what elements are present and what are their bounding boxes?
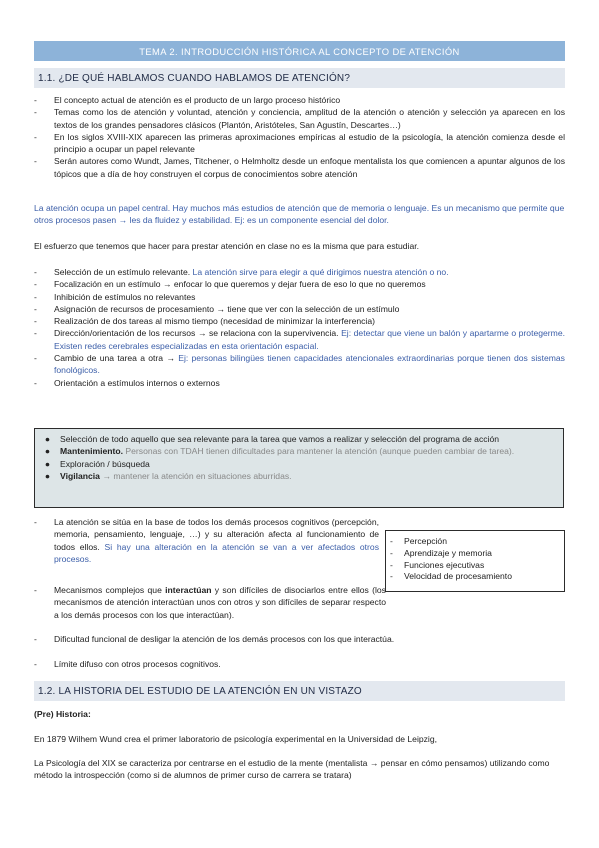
list-item: - Focalización en un estímulo → enfocar lo que queremos y dejar fuera de eso lo que no queremos	[34, 279, 426, 290]
base-process-item: - La atención se sitúa en la base de todos los demás procesos cognitivos (percepción, memoria, pensamiento, lenguaje, …) y su alteración afecta al funcionamiento de todos ellos. Si hay una alteración en la atención se van a ver afectados otros procesos.	[34, 517, 379, 564]
list-item: - Orientación a estímulos internos o externos	[34, 377, 220, 388]
central-role-note: La atención ocupa un papel central. Hay muchos más estudios de atención que de memoria o lenguaje. Es un mecanismo que permite que otros procesos pasen → les da fluidez y estabilidad. Ej: es un componente esencial del dolor.	[34, 203, 565, 226]
diffuse-limit-item: - Límite difuso con otros procesos cognitivos.	[34, 659, 221, 669]
list-item: - Funciones ejecutivas	[390, 559, 485, 570]
functional-difficulty-item: - Dificultad funcional de desligar la atención de los demás procesos con los que interactúa.	[34, 634, 395, 644]
list-item: - Inhibición de estímulos no relevantes	[34, 291, 196, 302]
list-item: - Asignación de recursos de procesamiento → tiene que ver con la selección de un estímulo	[34, 303, 400, 314]
list-item: - El concepto actual de atención es el producto de un largo proceso histórico	[34, 95, 341, 105]
list-item: - Realización de dos tareas al mismo tiempo (necesidad de minimizar la interferencia)	[34, 316, 375, 327]
document-title: TEMA 2. INTRODUCCIÓN HISTÓRICA AL CONCEPTO DE ATENCIÓN	[34, 41, 565, 61]
list-item: - En los siglos XVIII-XIX aparecen las primeras aproximaciones empíricas al estudio de la psicología, la atención comienza desde el principio a ocupar un papel relevante	[34, 131, 565, 155]
list-item: - Serán autores como Wundt, James, Titchener, o Helmholtz desde un enfoque mentalista los que comiencen a apuntar algunos de los tópicos que a día de hoy construyen el corpus de conocimientos sobre atención	[34, 156, 565, 179]
list-item: ● Exploración / búsqueda	[44, 458, 150, 469]
section-2-heading: 1.2. LA HISTORIA DEL ESTUDIO DE LA ATENCIÓN EN UN VISTAZO	[34, 681, 565, 701]
affected-processes-box	[385, 530, 565, 592]
list-item: - Dirección/orientación de los recursos → se relaciona con la supervivencia. Ej: detectar que viene un balón y apartarme o protegerme. Existen redes cerebrales especializadas en esta orientación espacial.	[34, 328, 565, 351]
list-item: - Velocidad de procesamiento	[390, 571, 512, 582]
intro-bullet-list	[34, 94, 565, 180]
complex-mechanisms-item: - Mecanismos complejos que interactúan y son difíciles de disociarlos entre ellos (los mecanismos de atención interactúan unos con otros y son difíciles de separar respecto a los demás procesos con los que interactúan).	[34, 585, 386, 620]
section-1-heading: 1.1. ¿DE QUÉ HABLAMOS CUANDO HABLAMOS DE ATENCIÓN?	[34, 68, 565, 88]
prehistory-heading: (Pre) Historia:	[34, 709, 91, 719]
list-item: ● Vigilancia → mantener la atención en situaciones aburridas.	[44, 470, 292, 481]
list-item: ● Selección de todo aquello que sea relevante para la tarea que vamos a realizar y selección del programa de acción	[44, 434, 500, 444]
key-processes-box	[34, 428, 564, 508]
functions-list	[34, 266, 565, 389]
list-item: - Aprendizaje y memoria	[390, 547, 492, 558]
list-item: - Percepción	[390, 536, 447, 546]
wundt-paragraph: En 1879 Wilhem Wund crea el primer laboratorio de psicología experimental en la Universidad de Leipzig,	[34, 734, 438, 744]
list-item: ● Mantenimiento. Personas con TDAH tienen dificultades para mantener la atención (aunque pueden cambiar de tarea).	[44, 446, 515, 457]
list-item: - Temas como los de atención y voluntad, atención y conciencia, amplitud de la atención o atención y selección ya aparecen en los textos de los grandes pensadores clásicos (Plantón, Aristóteles, San Agustín, Descartes…)	[34, 107, 565, 130]
effort-note: El esfuerzo que tenemos que hacer para prestar atención en clase no es la misma que para estudiar.	[34, 241, 420, 251]
list-item: - Selección de un estímulo relevante. La atención sirve para elegir a qué dirigimos nuestra atención o no.	[34, 267, 449, 277]
list-item: - Cambio de una tarea a otra → Ej: personas bilingües tienen capacidades atencionales extraordinarias porque tienen dos sistemas fonológicos.	[34, 353, 565, 376]
psychology-19th-paragraph: La Psicología del XIX se caracteriza por centrarse en el estudio de la mente (mentalista → pensar en cómo pensamos) utilizando como método la introspección (como si de alumnos de primer curso de carrera se tratara)	[34, 758, 550, 781]
